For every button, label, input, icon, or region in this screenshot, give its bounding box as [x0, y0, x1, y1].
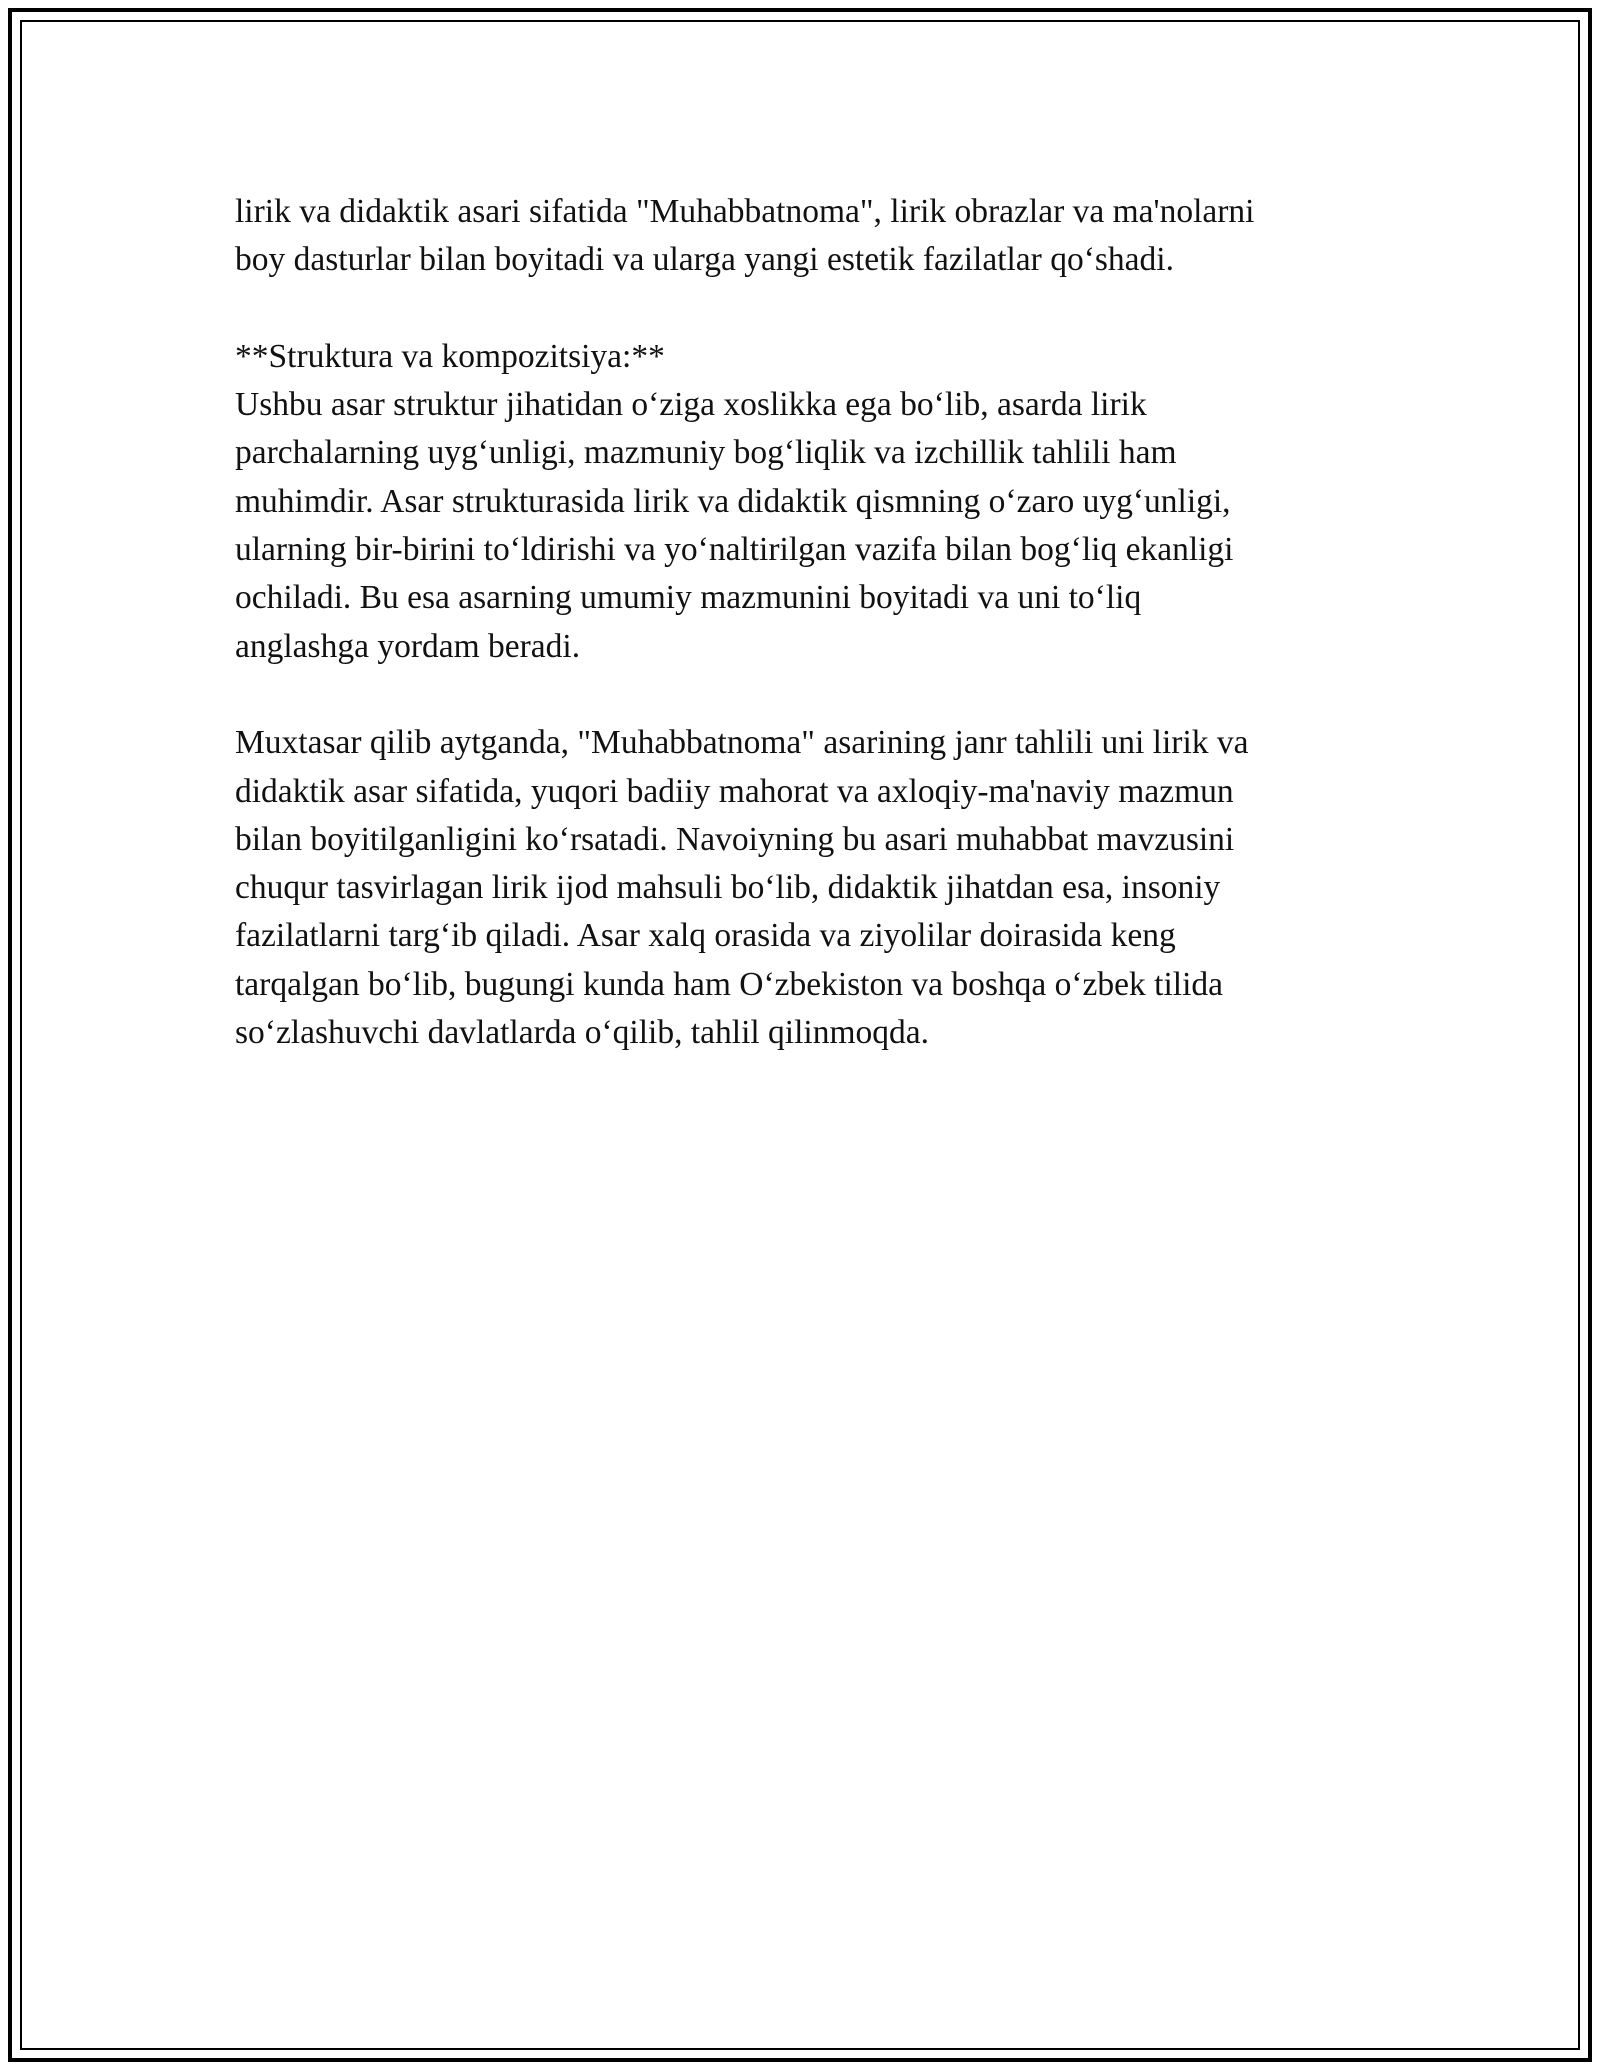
document-body [235, 188, 1375, 1057]
paragraph-spacer [235, 671, 1375, 719]
section-heading: **Struktura va kompozitsiya:** [235, 337, 665, 375]
paragraph-spacer [235, 285, 1375, 333]
paragraph-intro: lirik va didaktik asari sifatida "Muhabbatnoma", lirik obrazlar va ma'nolarni boy dasturlar bilan boyitadi va ularga yangi estetik fazilatlar qo‘shadi. [235, 193, 1255, 279]
paragraph-conclusion: Muxtasar qilib aytganda, "Muhabbatnoma" asarining janr tahlili uni lirik va didaktik asar sifatida, yuqori badiiy mahorat va axloqiy-ma'naviy mazmun bilan boyitilganligini ko‘rsatadi. Navoiyning bu asari muhabbat mavzusini chuqur tasvirlagan lirik ijod mahsuli bo‘lib, didaktik jihatdan esa, insoniy fazilatlarni targ‘ib qiladi. Asar xalq orasida va ziyolilar doirasida keng tarqalgan bo‘lib, bugungi kunda ham O‘zbekiston va boshqa o‘zbek tilida so‘zlashuvchi davlatlarda o‘qilib, tahlil qilinmoqda. [235, 724, 1249, 1052]
paragraph-structure: Ushbu asar struktur jihatidan o‘ziga xoslikka ega bo‘lib, asarda lirik parchalarning uyg‘unligi, mazmuniy bog‘liqlik va izchillik tahlili ham muhimdir. Asar strukturasida lirik va didaktik qismning o‘zaro uyg‘unligi, ularning bir-birini to‘ldirishi va yo‘naltirilgan vazifa bilan bog‘liq ekanligi ochiladi. Bu esa asarning umumiy mazmunini boyitadi va uni to‘liq anglashga yordam beradi. [235, 386, 1234, 665]
